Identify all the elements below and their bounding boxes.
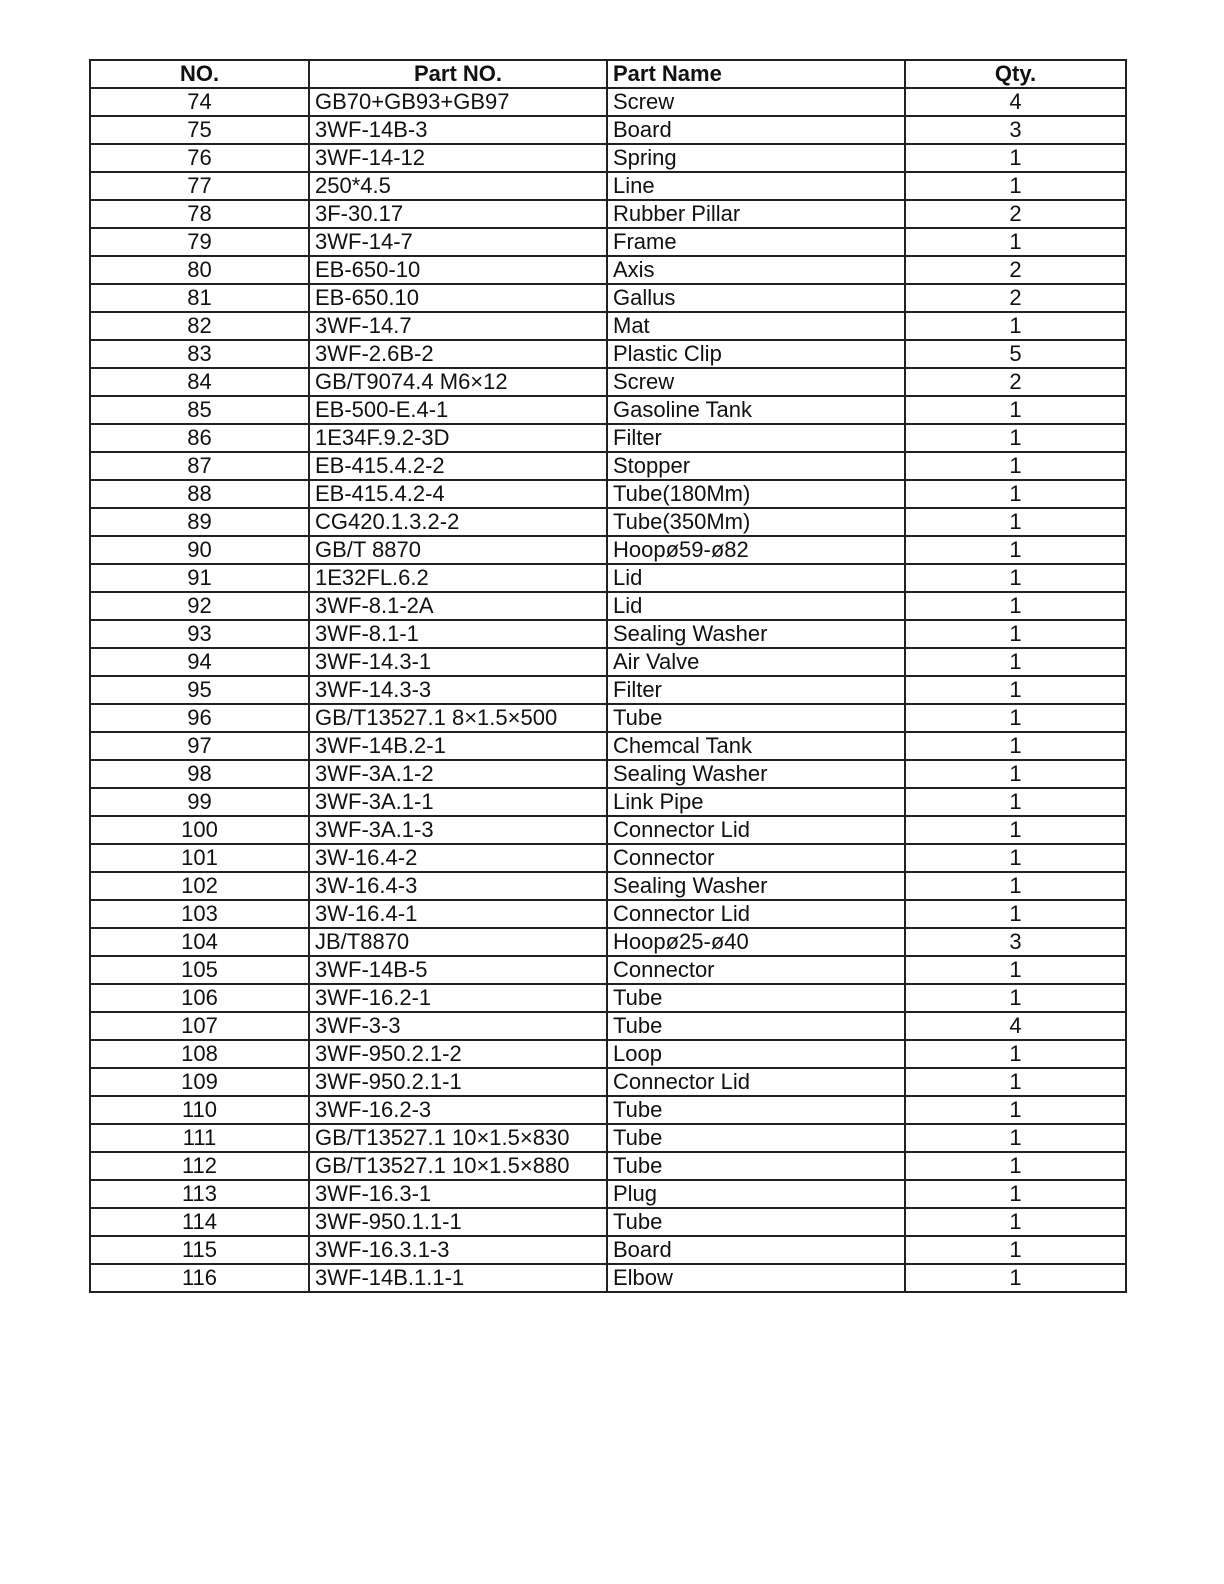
- cell-part-name: Air Valve: [607, 648, 905, 676]
- cell-no: 88: [90, 480, 309, 508]
- cell-part-no: 3WF-8.1-2A: [309, 592, 607, 620]
- cell-qty: 1: [905, 1152, 1126, 1180]
- cell-qty: 1: [905, 564, 1126, 592]
- cell-no: 79: [90, 228, 309, 256]
- table-row: [90, 256, 1126, 284]
- cell-no: 82: [90, 312, 309, 340]
- table-row: [90, 396, 1126, 424]
- table-row: [90, 452, 1126, 480]
- cell-no: 93: [90, 620, 309, 648]
- table-row: [90, 312, 1126, 340]
- table-row: [90, 228, 1126, 256]
- cell-no: 87: [90, 452, 309, 480]
- cell-no: 81: [90, 284, 309, 312]
- cell-qty: 1: [905, 620, 1126, 648]
- cell-qty: 1: [905, 1124, 1126, 1152]
- cell-part-name: Connector Lid: [607, 816, 905, 844]
- cell-no: 97: [90, 732, 309, 760]
- cell-no: 84: [90, 368, 309, 396]
- cell-part-name: Line: [607, 172, 905, 200]
- cell-qty: 1: [905, 1040, 1126, 1068]
- cell-qty: 4: [905, 1012, 1126, 1040]
- cell-qty: 1: [905, 900, 1126, 928]
- cell-part-name: Link Pipe: [607, 788, 905, 816]
- cell-qty: 2: [905, 200, 1126, 228]
- cell-part-no: 3F-30.17: [309, 200, 607, 228]
- cell-part-name: Rubber Pillar: [607, 200, 905, 228]
- header-row: [90, 60, 1126, 88]
- table-row: [90, 564, 1126, 592]
- table-row: [90, 480, 1126, 508]
- cell-part-name: Sealing Washer: [607, 620, 905, 648]
- cell-part-name: Sealing Washer: [607, 872, 905, 900]
- cell-part-name: Screw: [607, 88, 905, 116]
- cell-part-no: 3WF-3A.1-2: [309, 760, 607, 788]
- table-row: [90, 928, 1126, 956]
- cell-part-name: Chemcal Tank: [607, 732, 905, 760]
- cell-no: 99: [90, 788, 309, 816]
- header-no: NO.: [90, 60, 309, 88]
- cell-part-name: Lid: [607, 592, 905, 620]
- cell-part-name: Stopper: [607, 452, 905, 480]
- cell-part-no: GB/T 8870: [309, 536, 607, 564]
- cell-part-no: 3WF-14B.1.1-1: [309, 1264, 607, 1292]
- table-row: [90, 1040, 1126, 1068]
- cell-qty: 1: [905, 172, 1126, 200]
- cell-no: 102: [90, 872, 309, 900]
- table-row: [90, 1264, 1126, 1292]
- cell-part-no: 3WF-950.2.1-2: [309, 1040, 607, 1068]
- cell-part-no: 3WF-14B-5: [309, 956, 607, 984]
- table-row: [90, 200, 1126, 228]
- cell-no: 113: [90, 1180, 309, 1208]
- cell-part-no: EB-500-E.4-1: [309, 396, 607, 424]
- cell-qty: 2: [905, 284, 1126, 312]
- cell-qty: 1: [905, 312, 1126, 340]
- table-row: [90, 508, 1126, 536]
- cell-no: 80: [90, 256, 309, 284]
- cell-qty: 1: [905, 872, 1126, 900]
- table-row: [90, 1208, 1126, 1236]
- cell-qty: 1: [905, 844, 1126, 872]
- cell-no: 95: [90, 676, 309, 704]
- cell-no: 74: [90, 88, 309, 116]
- cell-part-no: 3WF-14.3-3: [309, 676, 607, 704]
- cell-part-no: 3WF-3-3: [309, 1012, 607, 1040]
- cell-qty: 1: [905, 760, 1126, 788]
- cell-no: 94: [90, 648, 309, 676]
- cell-no: 78: [90, 200, 309, 228]
- cell-qty: 1: [905, 592, 1126, 620]
- cell-qty: 2: [905, 256, 1126, 284]
- cell-no: 86: [90, 424, 309, 452]
- cell-qty: 1: [905, 816, 1126, 844]
- table-row: [90, 816, 1126, 844]
- table-row: [90, 704, 1126, 732]
- cell-part-no: 3WF-16.3-1: [309, 1180, 607, 1208]
- cell-qty: 1: [905, 984, 1126, 1012]
- cell-part-name: Tube: [607, 1124, 905, 1152]
- cell-part-name: Frame: [607, 228, 905, 256]
- table-row: [90, 284, 1126, 312]
- table-row: [90, 620, 1126, 648]
- cell-part-name: Filter: [607, 676, 905, 704]
- cell-part-name: Tube: [607, 1152, 905, 1180]
- table-row: [90, 340, 1126, 368]
- table-row: [90, 88, 1126, 116]
- cell-part-no: 3WF-3A.1-3: [309, 816, 607, 844]
- cell-part-no: 3WF-16.3.1-3: [309, 1236, 607, 1264]
- cell-qty: 1: [905, 536, 1126, 564]
- cell-no: 90: [90, 536, 309, 564]
- cell-part-name: Board: [607, 116, 905, 144]
- cell-qty: 1: [905, 396, 1126, 424]
- cell-part-name: Tube(350Mm): [607, 508, 905, 536]
- cell-qty: 1: [905, 452, 1126, 480]
- cell-part-no: EB-415.4.2-4: [309, 480, 607, 508]
- cell-part-no: 3WF-950.2.1-1: [309, 1068, 607, 1096]
- cell-part-no: 3WF-16.2-3: [309, 1096, 607, 1124]
- cell-part-no: 3WF-14B.2-1: [309, 732, 607, 760]
- header-qty: Qty.: [905, 60, 1126, 88]
- table-row: [90, 1012, 1126, 1040]
- cell-part-name: Filter: [607, 424, 905, 452]
- cell-qty: 1: [905, 424, 1126, 452]
- cell-qty: 1: [905, 704, 1126, 732]
- cell-part-no: 250*4.5: [309, 172, 607, 200]
- cell-part-no: GB/T13527.1 8×1.5×500: [309, 704, 607, 732]
- cell-part-name: Connector: [607, 844, 905, 872]
- cell-part-name: Tube: [607, 1096, 905, 1124]
- table-row: [90, 1096, 1126, 1124]
- cell-no: 112: [90, 1152, 309, 1180]
- cell-no: 89: [90, 508, 309, 536]
- cell-part-no: EB-650-10: [309, 256, 607, 284]
- table-row: [90, 900, 1126, 928]
- cell-no: 106: [90, 984, 309, 1012]
- cell-part-no: 3W-16.4-2: [309, 844, 607, 872]
- table-row: [90, 844, 1126, 872]
- table-body: [90, 88, 1126, 1292]
- cell-no: 104: [90, 928, 309, 956]
- table-row: [90, 424, 1126, 452]
- cell-no: 108: [90, 1040, 309, 1068]
- table-row: [90, 592, 1126, 620]
- cell-no: 109: [90, 1068, 309, 1096]
- cell-no: 92: [90, 592, 309, 620]
- table-row: [90, 172, 1126, 200]
- cell-no: 114: [90, 1208, 309, 1236]
- cell-qty: 1: [905, 1096, 1126, 1124]
- cell-part-name: Sealing Washer: [607, 760, 905, 788]
- cell-part-no: 1E32FL.6.2: [309, 564, 607, 592]
- cell-part-name: Gasoline Tank: [607, 396, 905, 424]
- cell-no: 77: [90, 172, 309, 200]
- cell-qty: 1: [905, 228, 1126, 256]
- cell-qty: 1: [905, 956, 1126, 984]
- table-row: [90, 956, 1126, 984]
- cell-no: 100: [90, 816, 309, 844]
- cell-part-name: Hoopø59-ø82: [607, 536, 905, 564]
- cell-part-no: 1E34F.9.2-3D: [309, 424, 607, 452]
- header-part-name: Part Name: [607, 60, 905, 88]
- cell-qty: 1: [905, 788, 1126, 816]
- cell-no: 76: [90, 144, 309, 172]
- cell-part-no: 3WF-2.6B-2: [309, 340, 607, 368]
- cell-part-name: Plug: [607, 1180, 905, 1208]
- cell-no: 91: [90, 564, 309, 592]
- table-row: [90, 1124, 1126, 1152]
- table-row: [90, 788, 1126, 816]
- cell-part-name: Axis: [607, 256, 905, 284]
- cell-qty: 5: [905, 340, 1126, 368]
- cell-part-no: JB/T8870: [309, 928, 607, 956]
- table-row: [90, 144, 1126, 172]
- table-row: [90, 760, 1126, 788]
- cell-qty: 1: [905, 480, 1126, 508]
- table-row: [90, 116, 1126, 144]
- cell-part-name: Connector Lid: [607, 1068, 905, 1096]
- cell-part-no: EB-650.10: [309, 284, 607, 312]
- cell-no: 111: [90, 1124, 309, 1152]
- table-row: [90, 536, 1126, 564]
- cell-part-name: Loop: [607, 1040, 905, 1068]
- cell-part-no: 3WF-3A.1-1: [309, 788, 607, 816]
- cell-qty: 1: [905, 676, 1126, 704]
- cell-qty: 1: [905, 1208, 1126, 1236]
- cell-part-name: Elbow: [607, 1264, 905, 1292]
- cell-qty: 1: [905, 1236, 1126, 1264]
- cell-no: 107: [90, 1012, 309, 1040]
- cell-no: 115: [90, 1236, 309, 1264]
- cell-part-name: Connector: [607, 956, 905, 984]
- cell-part-name: Lid: [607, 564, 905, 592]
- cell-qty: 1: [905, 508, 1126, 536]
- cell-no: 85: [90, 396, 309, 424]
- cell-qty: 1: [905, 732, 1126, 760]
- cell-qty: 3: [905, 116, 1126, 144]
- cell-no: 83: [90, 340, 309, 368]
- parts-table: [89, 59, 1127, 1293]
- cell-part-name: Hoopø25-ø40: [607, 928, 905, 956]
- cell-part-name: Connector Lid: [607, 900, 905, 928]
- cell-no: 116: [90, 1264, 309, 1292]
- cell-part-name: Tube: [607, 984, 905, 1012]
- cell-part-no: 3WF-16.2-1: [309, 984, 607, 1012]
- cell-no: 103: [90, 900, 309, 928]
- cell-qty: 1: [905, 1180, 1126, 1208]
- cell-no: 101: [90, 844, 309, 872]
- cell-no: 75: [90, 116, 309, 144]
- cell-part-name: Spring: [607, 144, 905, 172]
- table-row: [90, 984, 1126, 1012]
- cell-qty: 4: [905, 88, 1126, 116]
- table-row: [90, 1236, 1126, 1264]
- table-row: [90, 732, 1126, 760]
- cell-qty: 3: [905, 928, 1126, 956]
- cell-part-no: 3WF-14B-3: [309, 116, 607, 144]
- cell-qty: 1: [905, 1068, 1126, 1096]
- cell-part-name: Mat: [607, 312, 905, 340]
- cell-part-no: 3W-16.4-3: [309, 872, 607, 900]
- cell-part-no: GB70+GB93+GB97: [309, 88, 607, 116]
- cell-part-no: 3W-16.4-1: [309, 900, 607, 928]
- cell-part-no: EB-415.4.2-2: [309, 452, 607, 480]
- cell-part-no: CG420.1.3.2-2: [309, 508, 607, 536]
- cell-part-name: Plastic Clip: [607, 340, 905, 368]
- cell-part-name: Tube: [607, 1012, 905, 1040]
- table-row: [90, 1068, 1126, 1096]
- cell-part-no: 3WF-14.7: [309, 312, 607, 340]
- cell-qty: 1: [905, 144, 1126, 172]
- table-row: [90, 1152, 1126, 1180]
- cell-qty: 2: [905, 368, 1126, 396]
- cell-part-name: Board: [607, 1236, 905, 1264]
- cell-part-name: Tube: [607, 704, 905, 732]
- table-row: [90, 1180, 1126, 1208]
- cell-part-name: Screw: [607, 368, 905, 396]
- cell-part-name: Gallus: [607, 284, 905, 312]
- table-row: [90, 872, 1126, 900]
- cell-no: 96: [90, 704, 309, 732]
- cell-part-no: 3WF-14.3-1: [309, 648, 607, 676]
- table-row: [90, 676, 1126, 704]
- cell-no: 105: [90, 956, 309, 984]
- cell-part-name: Tube: [607, 1208, 905, 1236]
- cell-qty: 1: [905, 1264, 1126, 1292]
- cell-no: 98: [90, 760, 309, 788]
- cell-part-no: 3WF-8.1-1: [309, 620, 607, 648]
- header-part-no: Part NO.: [309, 60, 607, 88]
- cell-part-no: GB/T13527.1 10×1.5×880: [309, 1152, 607, 1180]
- cell-part-no: GB/T9074.4 M6×12: [309, 368, 607, 396]
- cell-no: 110: [90, 1096, 309, 1124]
- cell-part-no: GB/T13527.1 10×1.5×830: [309, 1124, 607, 1152]
- table-row: [90, 648, 1126, 676]
- table-row: [90, 368, 1126, 396]
- cell-qty: 1: [905, 648, 1126, 676]
- cell-part-no: 3WF-14-12: [309, 144, 607, 172]
- cell-part-no: 3WF-14-7: [309, 228, 607, 256]
- cell-part-no: 3WF-950.1.1-1: [309, 1208, 607, 1236]
- cell-part-name: Tube(180Mm): [607, 480, 905, 508]
